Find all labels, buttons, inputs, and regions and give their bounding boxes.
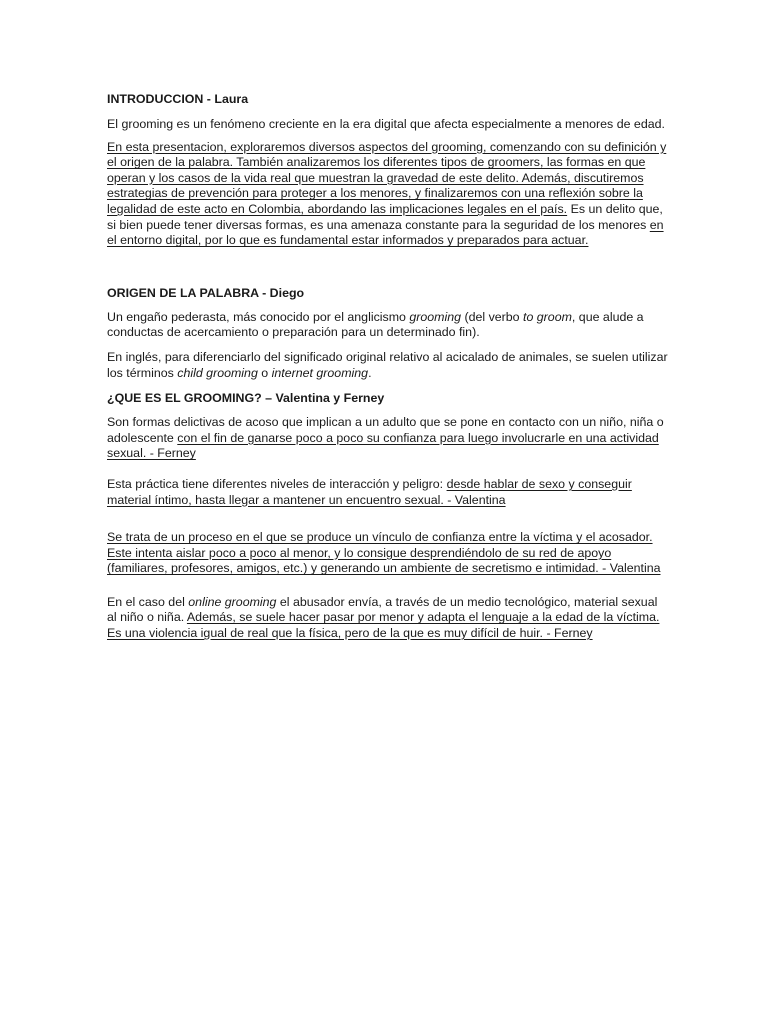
plain-text: Un engaño pederasta, más conocido por el anglicismo (107, 309, 410, 324)
plain-text: Esta práctica tiene diferentes niveles de interacción y peligro: (107, 476, 447, 491)
underlined-text: desde hablar de sexo y conseguir material íntimo, hasta llegar a mantener un encuentro sexual. - Valentina (107, 476, 632, 507)
plain-text: Son formas delictivas de (107, 415, 246, 430)
intro-paragraph-2 (107, 140, 668, 249)
underlined-text: En esta presentacion, exploraremos diversos aspectos del grooming, comenzando con su definición y el origen de la palabra. También analizaremos los diferentes tipos de groomers, las formas en que operan y los casos de la vida real que muestran la gravedad de este delito. Además, discutiremos estrategias de prevención para proteger a los menores, y finalizaremos con una reflexión sobre la legalidad de este acto en Colombia, abordando las implicaciones legales en el país. (107, 139, 667, 216)
origin-paragraph-2 (107, 350, 668, 381)
origin-paragraph-1 (107, 310, 668, 341)
italic-term: online grooming (188, 594, 277, 609)
underlined-text: Además, se suele hacer pasar por menor y adapta el lenguaje a la edad de la víctima. Es una violencia igual de real que la física, pero de la que es muy difícil de huir. - Ferney (107, 610, 660, 641)
plain-text: (del verbo (461, 309, 524, 324)
intro-paragraph-1: El grooming es un fenómeno creciente en la era digital que afecta especialmente a menores de edad. (107, 117, 665, 131)
plain-text: En inglés, para diferenciarlo del significado original relativo al acicalado de animales, se suelen utilizar los términos (107, 349, 668, 380)
italic-term: internet grooming (271, 365, 369, 380)
plain-text: Es un delito que, si bien puede tener diversas formas, es una amenaza constante para la seguridad de los menores (107, 201, 663, 232)
section-heading-introduccion: INTRODUCCION - Laura (107, 92, 249, 106)
what-paragraph-1 (107, 415, 668, 462)
what-paragraph-3 (107, 530, 668, 577)
underlined-text: con el fin de ganarse poco a poco su confianza para luego involucrarle en una actividad sexual. - Ferney (107, 430, 659, 461)
italic-term: to groom (523, 309, 572, 324)
section-heading-origen: ORIGEN DE LA PALABRA - Diego (107, 285, 305, 300)
underlined-text: Se trata de un proceso en el que se produce un vínculo de confianza entre la víctima y el acosador. Este intenta aislar poco a poco al menor, y lo consigue desprendiéndolo de su red de apoyo (familiares, profesores, amigos, etc.) y generando un ambiente de secretismo e intimidad. - Valentina (107, 530, 661, 576)
plain-text: acoso (245, 415, 279, 430)
underlined-text: en el entorno digital, por lo que es fundamental estar informados y preparados para actuar. (107, 217, 664, 248)
what-paragraph-2 (107, 477, 668, 508)
plain-text: . (368, 365, 372, 380)
section-heading-que-es: ¿QUE ES EL GROOMING? – Valentina y Ferney (107, 391, 385, 406)
plain-text: En el caso del (107, 594, 189, 609)
plain-text: , que alude a conductas de acercamiento o preparación para un determinado fin). (107, 309, 644, 340)
plain-text: que implican a un adulto que se pone en contacto con un niño, niña o adolescente (107, 415, 664, 445)
plain-text: o (257, 365, 272, 380)
plain-text: el abusador envía, a través de un medio tecnológico, material sexual al niño o niña. (107, 594, 658, 625)
italic-term: grooming (409, 309, 462, 324)
what-paragraph-4 (107, 595, 668, 642)
italic-term: child grooming (177, 365, 258, 380)
